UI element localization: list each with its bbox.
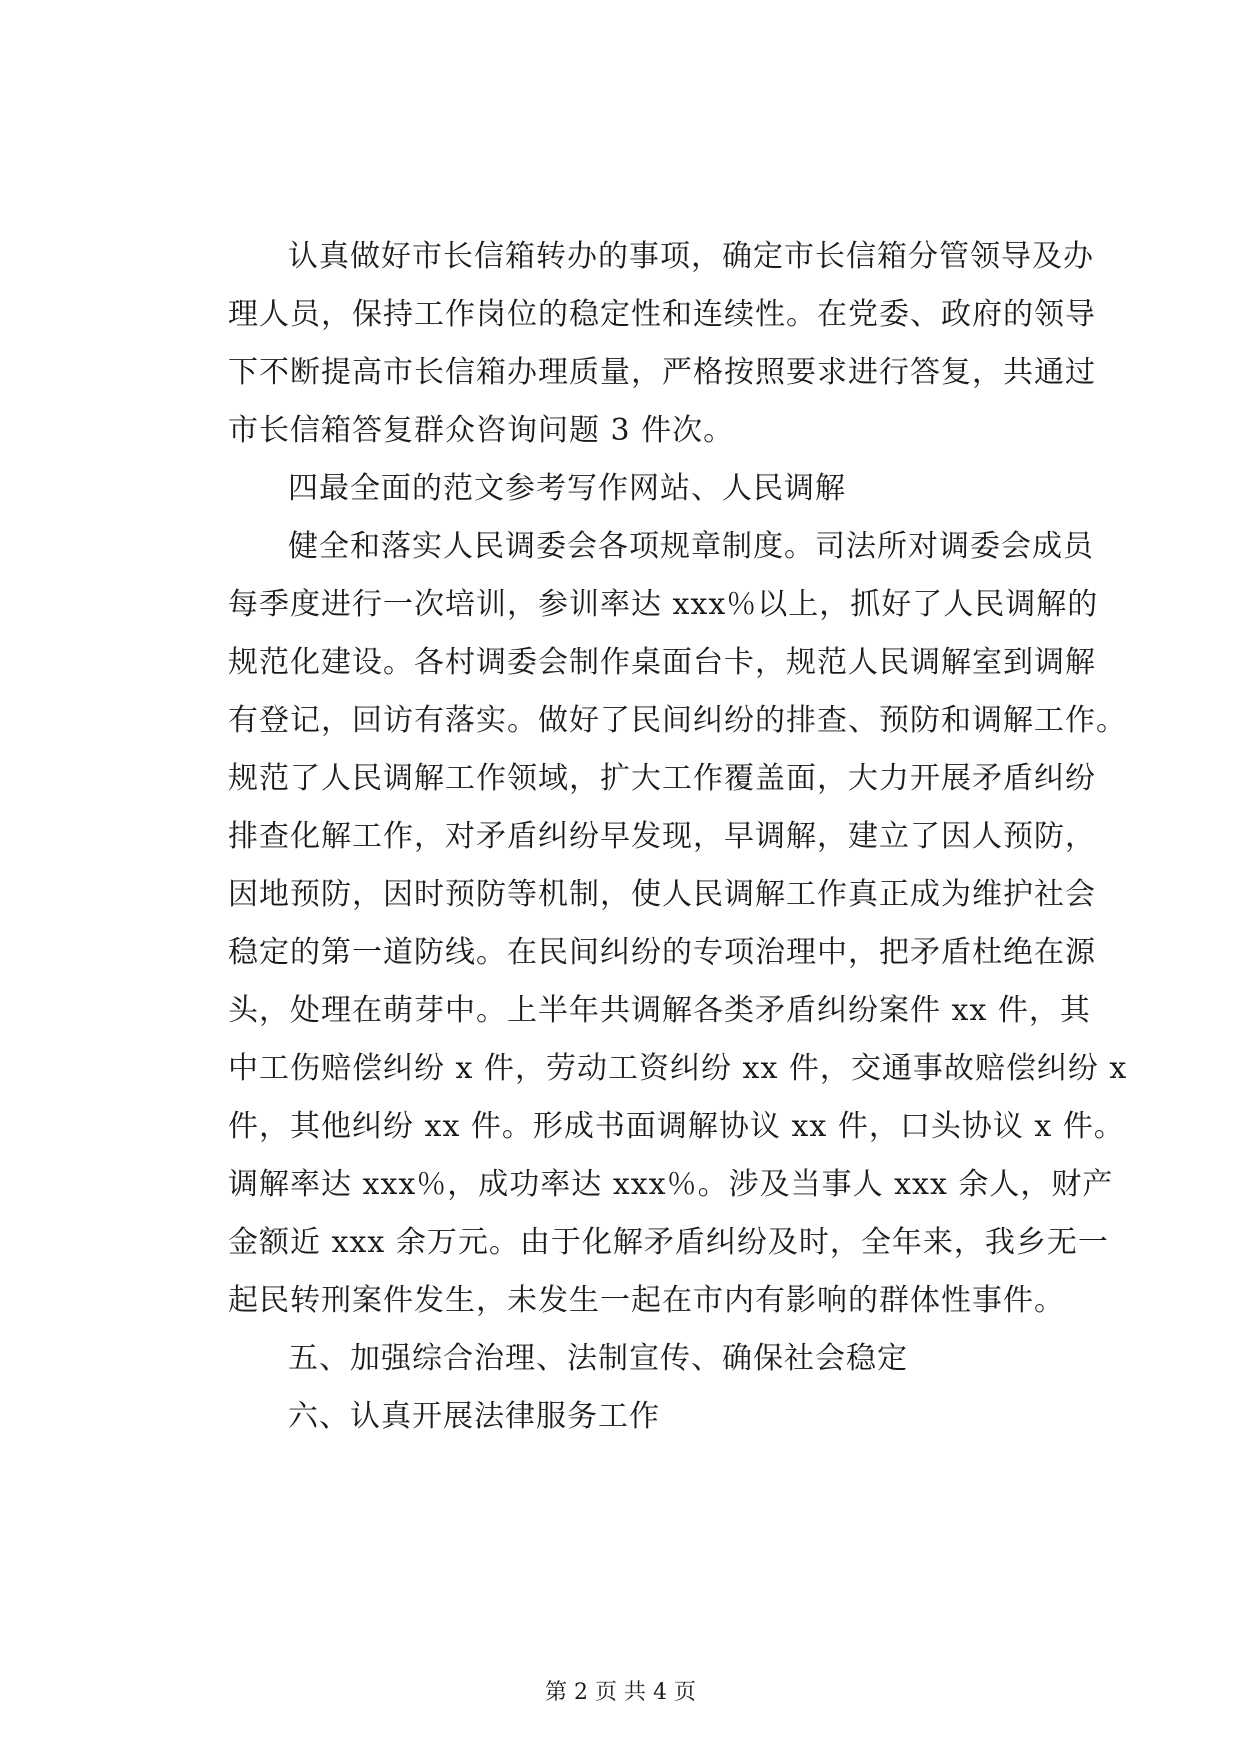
- text-line: 金额近 xxx 余万元。由于化解矛盾纠纷及时，全年来，我乡无一: [228, 1225, 1109, 1260]
- text-line: 每季度进行一次培训，参训率达 xxx％以上，抓好了人民调解的: [228, 587, 1099, 622]
- text-line: 调解率达 xxx％，成功率达 xxx％。涉及当事人 xxx 余人，财产: [228, 1167, 1114, 1202]
- text-line: 因地预防，因时预防等机制，使人民调解工作真正成为维护社会: [228, 877, 1096, 912]
- text-line: 下不断提高市长信箱办理质量，严格按照要求进行答复，共通过: [228, 355, 1096, 390]
- text-line: 健全和落实人民调委会各项规章制度。司法所对调委会成员: [288, 529, 1094, 564]
- page-footer: 第 2 页 共 4 页: [545, 1680, 696, 1705]
- document-body: [228, 228, 1128, 1446]
- text-line: 理人员，保持工作岗位的稳定性和连续性。在党委、政府的领导: [228, 297, 1096, 332]
- text-line: 五、加强综合治理、法制宣传、确保社会稳定: [288, 1341, 908, 1376]
- text-line: 头，处理在萌芽中。上半年共调解各类矛盾纠纷案件 xx 件，其: [228, 993, 1091, 1028]
- text-line: 有登记，回访有落实。做好了民间纠纷的排查、预防和调解工作。: [228, 703, 1127, 738]
- text-line: 规范化建设。各村调委会制作桌面台卡，规范人民调解室到调解: [228, 645, 1096, 680]
- text-line: 稳定的第一道防线。在民间纠纷的专项治理中，把矛盾杜绝在源: [228, 935, 1096, 970]
- text-line: 排查化解工作，对矛盾纠纷早发现，早调解，建立了因人预防，: [228, 819, 1096, 854]
- text-line: 规范了人民调解工作领域，扩大工作覆盖面，大力开展矛盾纠纷: [228, 761, 1096, 796]
- text-line: 认真做好市长信箱转办的事项，确定市长信箱分管领导及办: [288, 239, 1094, 274]
- text-line: 起民转刑案件发生，未发生一起在市内有影响的群体性事件。: [228, 1283, 1065, 1318]
- text-line: 件，其他纠纷 xx 件。形成书面调解协议 xx 件，口头协议 x 件。: [228, 1109, 1125, 1144]
- text-line: 四最全面的范文参考写作网站、人民调解: [288, 471, 846, 506]
- text-line: 中工伤赔偿纠纷 x 件，劳动工资纠纷 xx 件，交通事故赔偿纠纷 x: [228, 1051, 1128, 1086]
- text-line: 市长信箱答复群众咨询问题 3 件次。: [228, 413, 735, 448]
- text-line: 六、认真开展法律服务工作: [288, 1399, 660, 1434]
